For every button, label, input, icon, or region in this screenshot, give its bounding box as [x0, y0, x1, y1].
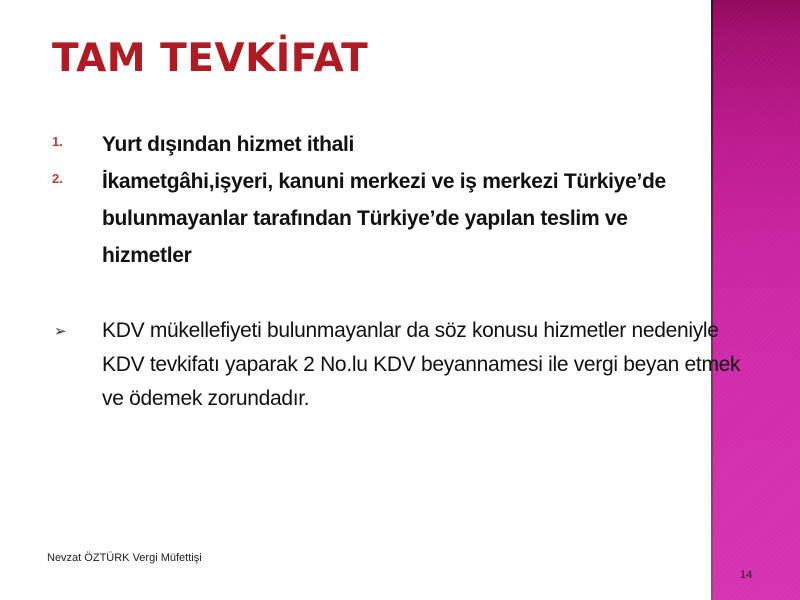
list-item-text: İkametgâhi,işyeri, kanuni merkezi ve iş merkezi Türkiye’de bulunmayanlar tarafından Türkiye’de yapılan teslim ve hizmetler [102, 170, 666, 267]
list-number: 1. [52, 134, 63, 149]
content-list [52, 126, 752, 416]
list-item-text: Yurt dışından hizmet ithali [102, 133, 355, 156]
list-number: 2. [52, 171, 63, 186]
list-item [52, 163, 752, 274]
page-number: 14 [740, 569, 753, 581]
footer-author: Nevzat ÖZTÜRK Vergi Müfettişi [47, 552, 202, 564]
arrow-bullet-icon: ➢ [54, 323, 67, 340]
bullet-text: KDV mükellefiyeti bulunmayanlar da söz konusu hizmetler nedeniyle KDV tevkifatı yaparak 2 No.lu KDV beyannamesi ile vergi beyan etmek ve ödemek zorundadır. [102, 319, 741, 410]
list-item [52, 126, 752, 163]
slide-title: TAM TEVKİFAT [52, 36, 369, 81]
bullet-item [52, 314, 752, 416]
